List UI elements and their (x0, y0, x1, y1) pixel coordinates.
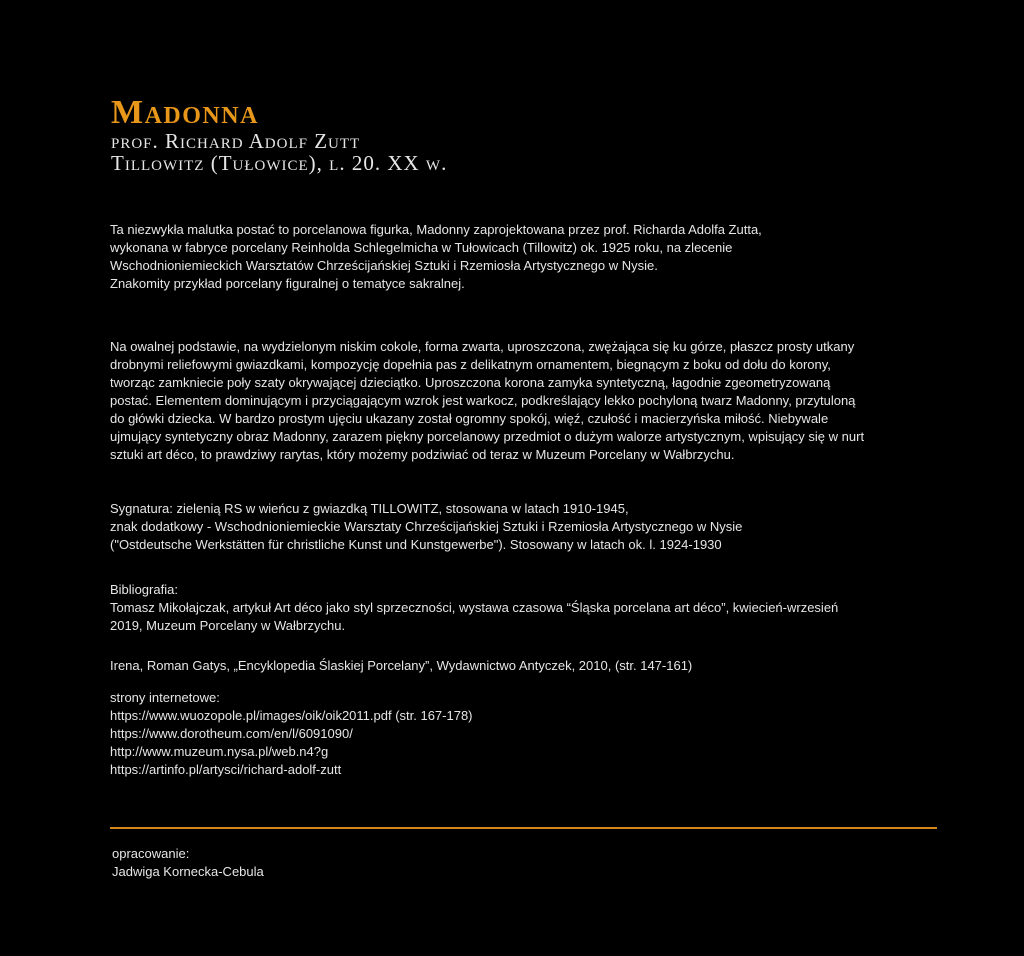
intro-line: wykonana w fabryce porcelany Reinholda Schlegelmicha w Tułowicach (Tillowitz) ok. 1925 roku, na zlecenie (110, 240, 733, 255)
websites-heading: strony internetowe: (110, 690, 220, 705)
description-line: sztuki art déco, to prawdziwy rarytas, który możemy podziwiać od teraz w Muzeum Porcelany w Wałbrzychu. (110, 447, 735, 462)
description-line: Na owalnej podstawie, na wydzielonym niskim cokole, forma zwarta, uproszczona, zwężająca się ku górze, płaszcz prosty utkany (110, 339, 855, 354)
signature-line: ("Ostdeutsche Werkstätten für christliche Kunst und Kunstgewerbe"). Stosowany w latach ok. l. 1924-1930 (110, 537, 722, 552)
credit-label: opracowanie: (112, 846, 190, 861)
bibliography-heading: Bibliografia: (110, 582, 178, 597)
origin-date-line: Tillowitz (Tułowice), l. 20. XX w. (111, 151, 448, 175)
bibliography-entry: Irena, Roman Gatys, „Encyklopedia Ślaskiej Porcelany”, Wydawnictwo Antyczek, 2010, (str. 147-161) (110, 658, 693, 673)
description-line: do główki dziecka. W bardzo prostym ujęciu ukazany został ogromny spokój, więź, czułość i macierzyńska miłość. Niebywale (110, 411, 829, 426)
description-line: drobnymi reliefowymi gwiazdkami, kompozycję dopełnia pas z delikatnym ornamentem, biegnącym z boku od dołu do korony, (110, 357, 831, 372)
credit-section (112, 845, 992, 881)
intro-line: Znakomity przykład porcelany figuralnej o tematyce sakralnej. (110, 276, 465, 291)
websites-section (110, 689, 990, 779)
bibliography-entry: 2019, Muzeum Porcelany w Wałbrzychu. (110, 618, 346, 633)
page-title: Madonna (111, 94, 259, 131)
intro-paragraph (110, 221, 990, 293)
bibliography-entry-2 (110, 657, 990, 675)
page-heading (111, 96, 447, 174)
intro-line: Ta niezwykła malutka postać to porcelanowa figurka, Madonny zaprojektowana przez prof. Richarda Adolfa Zutta, (110, 222, 762, 237)
intro-line: Wschodnioniemieckich Warsztatów Chrześcijańskiej Sztuki i Rzemiosła Artystycznego w Nysie. (110, 258, 658, 273)
credit-name: Jadwiga Kornecka-Cebula (112, 864, 264, 879)
bibliography-entry: Tomasz Mikołajczak, artykuł Art déco jako styl sprzeczności, wystawa czasowa “Śląska porcelana art déco”, kwiecień-wrzesień (110, 600, 839, 615)
description-line: tworząc zamkniecie poły szaty okrywającej dzieciątko. Uproszczona korona zamyka syntetyczną, łagodnie zgeometryzowaną (110, 375, 831, 390)
signature-line: Sygnatura: zielenią RS w wieńcu z gwiazdką TILLOWITZ, stosowana w latach 1910-1945, (110, 501, 629, 516)
signature-line: znak dodatkowy - Wschodnioniemieckie Warsztaty Chrześcijańskiej Sztuki i Rzemiosła Artystycznego w Nysie (110, 519, 743, 534)
bibliography-section (110, 581, 990, 635)
website-link[interactable]: https://www.wuozopole.pl/images/oik/oik2011.pdf (str. 167-178) (110, 708, 473, 723)
signature-paragraph (110, 500, 990, 554)
website-link[interactable]: http://www.muzeum.nysa.pl/web.n4?g (110, 744, 329, 759)
divider-line (110, 827, 937, 829)
author-line: prof. Richard Adolf Zutt (111, 129, 361, 153)
description-line: ujmujący syntetyczny obraz Madonny, zarazem piękny porcelanowy przedmiot o dużym walorze artystycznym, wpisujący się w nurt (110, 429, 865, 444)
website-link[interactable]: https://artinfo.pl/artysci/richard-adolf-zutt (110, 762, 342, 777)
website-link[interactable]: https://www.dorotheum.com/en/l/6091090/ (110, 726, 353, 741)
description-line: postać. Elementem dominującym i przyciągającym wzrok jest warkocz, podkreślający lekko pochyloną twarz Madonny, przytuloną (110, 393, 856, 408)
description-paragraph (110, 338, 990, 464)
